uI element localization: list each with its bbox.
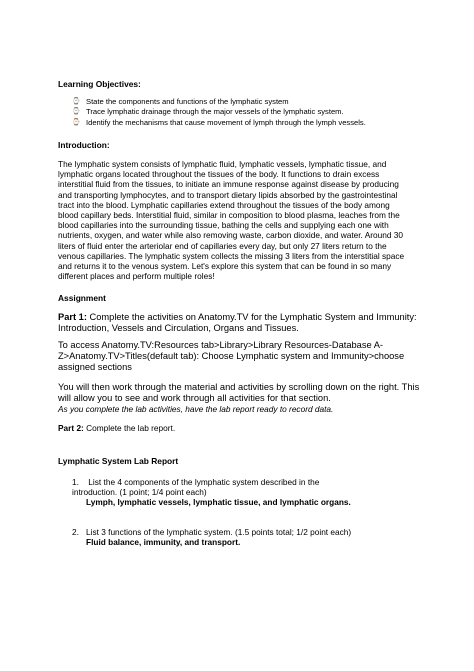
- access-line: Z>Anatomy.TV>Titles(default tab): Choose Lymphatic system and Immunity>choose: [58, 351, 405, 362]
- intro-line: tract into the blood. Lymphatic capillaries extend throughout the tissues of the body among: [58, 199, 390, 210]
- intro-line: different places and perform multiple roles!: [58, 271, 215, 282]
- work-through-paragraph: [58, 382, 448, 415]
- intro-line: and transporting lymphocytes, and to transport dietary lipids absorbed by the gastrointestinal: [58, 189, 398, 200]
- question-text-continued: introduction. (1 point; 1/4 point each): [72, 487, 207, 498]
- part2-text: Complete the lab report.: [83, 423, 176, 433]
- lab-report-note: As you complete the lab activities, have the lab report ready to record data.: [58, 404, 334, 415]
- part1-label: Part 1:: [58, 312, 87, 322]
- part1-paragraph: [58, 312, 438, 334]
- intro-line: interstitial fluid from the tissues, to initiate an immune response against disease by producing: [58, 179, 399, 190]
- question-number: 2.: [72, 527, 79, 537]
- objective-item: [72, 107, 432, 117]
- intro-line: nutrients, oxygen, and water while also removing waste, carbon dioxide, and water. Around 30: [58, 230, 403, 241]
- clock-bullet-icon: ⌚: [72, 118, 81, 126]
- objective-item: [72, 118, 432, 128]
- access-line: To access Anatomy.TV:Resources tab>Library>Library Resources-Database A-: [58, 340, 384, 350]
- objective-text: Identify the mechanisms that cause movement of lymph through the lymph vessels.: [86, 117, 366, 127]
- intro-line: lymphatic organs located throughout the tissues of the body. It functions to drain excess: [58, 169, 380, 180]
- work-line: will allow you to see and work through all activities for that section.: [58, 393, 331, 404]
- work-line: You will then work through the material and activities by scrolling down on the right. This: [58, 382, 420, 392]
- access-line: assigned sections: [58, 362, 132, 373]
- part1-line: Introduction, Vessels and Circulation, Organs and Tissues.: [58, 323, 299, 334]
- question-text: List the 4 components of the lymphatic system described in the: [86, 477, 320, 487]
- objectives-list: [72, 97, 432, 128]
- intro-line: The lymphatic system consists of lymphatic fluid, lymphatic vessels, lymphatic tissue, and: [58, 159, 387, 169]
- lab-report-heading: Lymphatic System Lab Report: [58, 456, 179, 466]
- introduction-paragraph: [58, 159, 430, 281]
- question-item: [58, 477, 418, 508]
- answer-text: Lymph, lymphatic vessels, lymphatic tissue, and lymphatic organs.: [86, 497, 351, 508]
- introduction-heading: Introduction:: [58, 140, 110, 150]
- question-text: List 3 functions of the lymphatic system. (1.5 points total; 1/2 point each): [86, 527, 352, 537]
- part1-text: Complete the activities on Anatomy.TV for the Lymphatic System and Immunity:: [86, 312, 417, 322]
- answer-text: Fluid balance, immunity, and transport.: [86, 537, 241, 548]
- objective-text: Trace lymphatic drainage through the major vessels of the lymphatic system.: [86, 107, 344, 117]
- part2-label: Part 2:: [58, 423, 84, 433]
- intro-line: blood capillaries into the surrounding tissue, bathing the cells and supplying each one with: [58, 220, 389, 231]
- intro-line: blood capillary beds. Interstitial fluid, similar in composition to blood plasma, leaches from the: [58, 210, 400, 221]
- intro-line: and returns it to the venous system. Let's explore this system that can be found in so many: [58, 261, 392, 272]
- part1-line: [58, 312, 438, 323]
- intro-line: venous capillaries. The lymphatic system collects the missing 3 liters from the interstitial space: [58, 250, 405, 261]
- objective-text: State the components and functions of the lymphatic system: [86, 97, 289, 106]
- access-instructions: [58, 340, 438, 374]
- clock-bullet-icon: ⌚: [72, 98, 81, 105]
- part2-paragraph: [58, 423, 418, 433]
- assignment-heading: Assignment: [58, 293, 106, 303]
- question-number: 1.: [72, 477, 79, 487]
- intro-line: liters of fluid enter the arteriolar end of capillaries every day, but only 27 liters return to the: [58, 240, 387, 251]
- question-item: [58, 527, 418, 547]
- objective-item: [72, 97, 432, 107]
- learning-objectives-heading: Learning Objectives:: [58, 79, 141, 89]
- clock-bullet-icon: ⌚: [72, 108, 81, 116]
